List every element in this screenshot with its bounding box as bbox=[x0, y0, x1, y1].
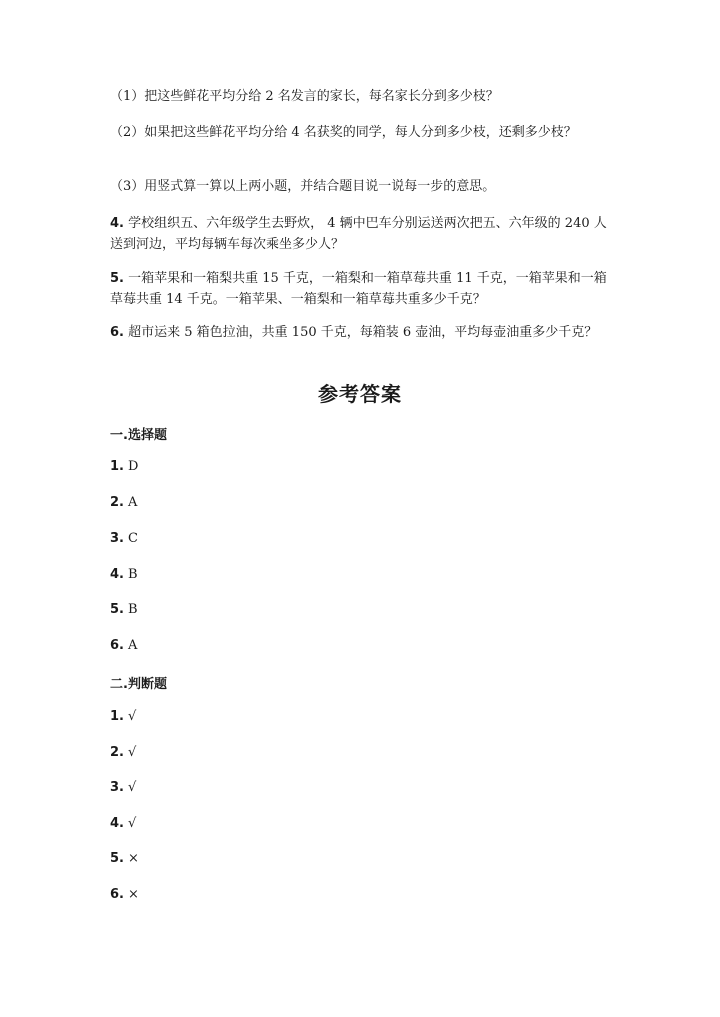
question-3-sub-3: （3）用竖式算一算以上两小题，并结合题目说一说每一步的意思。 bbox=[110, 179, 496, 194]
question-6-number: 6. bbox=[110, 325, 124, 340]
answer-number: 2. bbox=[110, 745, 124, 760]
question-5 bbox=[110, 268, 610, 310]
judge-answer bbox=[110, 887, 139, 902]
answer-number: 4. bbox=[110, 567, 124, 582]
answer-number: 1. bbox=[110, 709, 124, 724]
judge-answer bbox=[110, 709, 136, 724]
answer-value: √ bbox=[127, 780, 137, 795]
choice-answer bbox=[110, 602, 138, 617]
answer-value: √ bbox=[127, 709, 137, 724]
choice-answer bbox=[110, 459, 138, 474]
question-5-number: 5. bbox=[110, 271, 124, 286]
judge-answer bbox=[110, 851, 139, 866]
section-1-heading: 一.选择题 bbox=[110, 428, 167, 443]
question-6 bbox=[110, 322, 610, 343]
answer-value: D bbox=[127, 459, 139, 474]
answer-value: A bbox=[127, 495, 138, 510]
judge-answer bbox=[110, 780, 136, 795]
answer-value: B bbox=[127, 567, 138, 582]
choice-answer bbox=[110, 495, 137, 510]
judge-answer bbox=[110, 816, 136, 831]
choice-answer bbox=[110, 567, 138, 582]
choice-answer bbox=[110, 638, 137, 653]
answer-number: 1. bbox=[110, 459, 124, 474]
answer-value: √ bbox=[127, 745, 137, 760]
question-3-sub-2: （2）如果把这些鲜花平均分给 4 名获奖的同学，每人分到多少枝，还剩多少枝？ bbox=[110, 125, 577, 140]
question-4-number: 4. bbox=[110, 216, 124, 231]
answer-value: C bbox=[127, 531, 138, 546]
answer-value: A bbox=[127, 638, 138, 653]
answer-value: B bbox=[127, 602, 138, 617]
answer-number: 3. bbox=[110, 780, 124, 795]
answer-value: × bbox=[127, 887, 139, 902]
section-2-heading: 二.判断题 bbox=[110, 677, 167, 692]
answer-value: × bbox=[127, 851, 139, 866]
answer-number: 6. bbox=[110, 887, 124, 902]
answer-number: 5. bbox=[110, 851, 124, 866]
judge-answer bbox=[110, 745, 136, 760]
answer-title: 参考答案 bbox=[318, 382, 402, 406]
question-4 bbox=[110, 213, 610, 255]
question-4-text: 学校组织五、六年级学生去野炊， 4 辆中巴车分别运送两次把五、六年级的 240 人送到河边，平均每辆车每次乘坐多少人？ bbox=[110, 216, 607, 252]
answer-number: 6. bbox=[110, 638, 124, 653]
answer-number: 5. bbox=[110, 602, 124, 617]
question-6-text: 超市运来 5 箱色拉油，共重 150 千克，每箱装 6 壶油，平均每壶油重多少千克？ bbox=[128, 325, 598, 340]
choice-answer bbox=[110, 531, 138, 546]
answer-number: 3. bbox=[110, 531, 124, 546]
answer-number: 2. bbox=[110, 495, 124, 510]
answer-value: √ bbox=[127, 816, 137, 831]
answer-number: 4. bbox=[110, 816, 124, 831]
question-5-text: 一箱苹果和一箱梨共重 15 千克，一箱梨和一箱草莓共重 11 千克，一箱苹果和一箱草莓共重 14 千克。一箱苹果、一箱梨和一箱草莓共重多少千克？ bbox=[110, 271, 607, 307]
question-3-sub-1: （1）把这些鲜花平均分给 2 名发言的家长，每名家长分到多少枝？ bbox=[110, 89, 499, 104]
